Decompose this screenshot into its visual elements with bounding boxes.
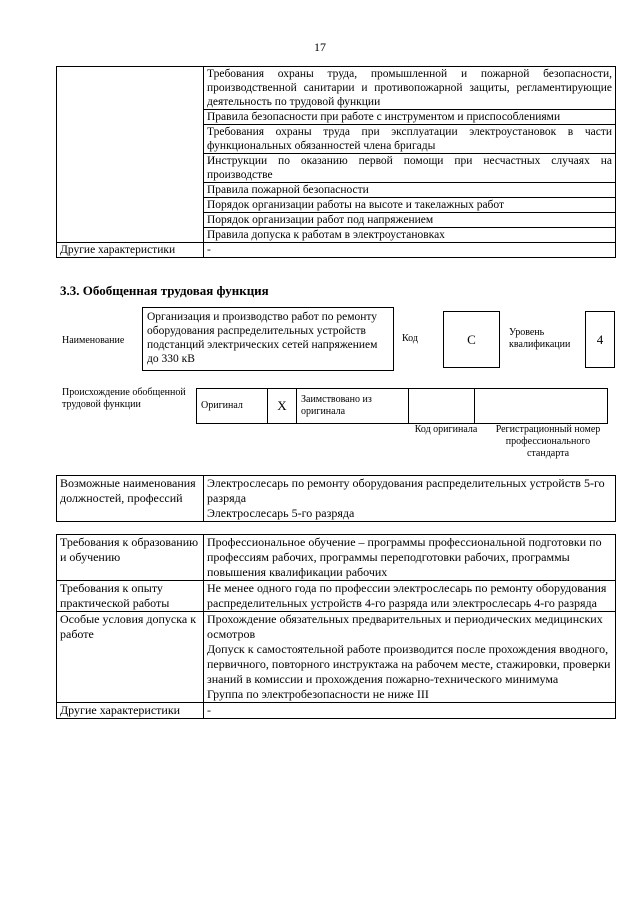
level-label: Уровень квалификации (509, 327, 571, 350)
positions-values (204, 476, 616, 522)
experience-label: Требования к опыту практической работы (57, 581, 204, 612)
requirement-item: Правила безопасности при работе с инструментом и приспособлениями (204, 110, 616, 125)
requirement-item: Требования охраны труда, промышленной и пожарной безопасности, производственной санитарии и противопожарной защиты, регламентирующие деятельность по трудовой функции (204, 67, 616, 110)
requirement-item: Требования охраны труда при эксплуатации электроустановок в части функциональных обязанностей члена бригады (204, 125, 616, 154)
original-label: Оригинал (197, 389, 268, 424)
requirement-item: Порядок организации работ под напряжением (204, 213, 616, 228)
code-value: C (443, 311, 500, 368)
education-value: Профессиональное обучение – программы профессиональной подготовки по профессиям рабочих, программы переподготовки рабочих, программы повышения квалификации рабочих (204, 535, 616, 581)
empty-label-cell (57, 67, 204, 243)
special-condition: Прохождение обязательных предварительных и периодических медицинских осмотров (207, 612, 603, 641)
section-title: 3.3. Обобщенная трудовая функция (60, 283, 269, 298)
code-original-cell (409, 389, 475, 424)
code-original-caption: Код оригинала (414, 424, 478, 435)
special-condition: Допуск к самостоятельной работе производится после прохождения вводного, первичного, повторного инструктажа на рабочем месте, стажировки, проверки знаний в комиссии и прохождения пожарно-технического минимума (207, 642, 611, 686)
code-label: Код (402, 333, 418, 344)
reg-number-caption: Регистрационный номер профессионального стандарта (495, 424, 601, 459)
other-characteristics-value: - (204, 703, 616, 719)
name-label: Наименование (62, 335, 125, 346)
education-label: Требования к образованию и обучению (57, 535, 204, 581)
requirements-table (56, 534, 616, 719)
positions-label: Возможные наименования должностей, профессий (57, 476, 204, 522)
borrowed-label: Заимствовано из оригинала (297, 389, 409, 424)
original-mark: X (268, 389, 297, 424)
positions-table (56, 475, 616, 522)
other-characteristics-value: - (204, 243, 616, 258)
requirement-item: Порядок организации работы на высоте и такелажных работ (204, 198, 616, 213)
function-name: Организация и производство работ по ремонту оборудования распределительных устройств подстанций электрических сетей напряжением до 330 кВ (142, 307, 394, 371)
special-conditions-label: Особые условия допуска к работе (57, 612, 204, 703)
requirement-item: Правила пожарной безопасности (204, 183, 616, 198)
other-characteristics-label: Другие характеристики (57, 703, 204, 719)
page-number: 17 (314, 40, 326, 54)
special-conditions-values (204, 612, 616, 703)
position-item: Электрослесарь по ремонту оборудования распределительных устройств 5-го разряда (207, 476, 605, 505)
special-condition: Группа по электробезопасности не ниже III (207, 687, 429, 701)
level-value: 4 (585, 311, 615, 368)
origin-table (196, 388, 608, 424)
other-characteristics-label: Другие характеристики (57, 243, 204, 258)
origin-label: Происхождение обобщенной трудовой функции (62, 387, 186, 410)
reg-number-cell (475, 389, 608, 424)
position-item: Электрослесарь 5-го разряда (207, 506, 355, 520)
requirement-item: Инструкции по оказанию первой помощи при несчастных случаях на производстве (204, 154, 616, 183)
knowledge-table (56, 66, 616, 258)
requirement-item: Правила допуска к работам в электроустановках (204, 228, 616, 243)
experience-value: Не менее одного года по профессии электрослесарь по ремонту оборудования распределительных устройств 4-го разряда или электрослесарь 4-го разряда (204, 581, 616, 612)
